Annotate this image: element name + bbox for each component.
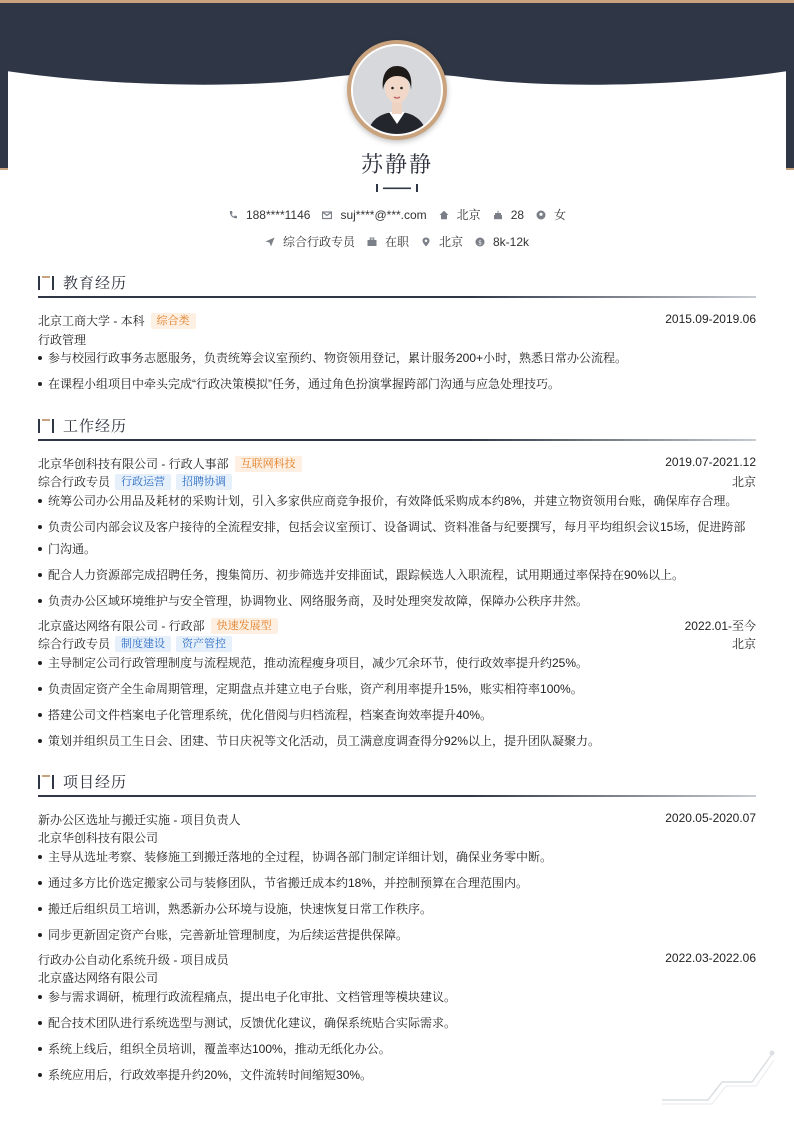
section-divider	[38, 296, 756, 298]
svg-text:$: $	[478, 238, 482, 246]
home-icon	[439, 210, 449, 220]
briefcase-icon	[367, 237, 377, 247]
projects-section-title	[38, 771, 756, 797]
target-city-text: 北京	[438, 235, 463, 249]
skill-tag: 资产管控	[176, 636, 232, 652]
send-icon	[265, 237, 275, 247]
list-item-continuation-text: 门沟通。	[48, 542, 97, 556]
project-org: 北京盛达网络有限公司	[38, 971, 159, 985]
email-item	[322, 208, 426, 222]
phone-icon	[228, 210, 238, 220]
list-item: 同步更新固定资产台账，完善新址管理制度，为后续运营提供保障。	[38, 924, 756, 946]
project-org: 北京华创科技有限公司	[38, 831, 159, 845]
location-icon	[421, 237, 431, 247]
salary-text: 8k-12k	[493, 234, 530, 249]
list-item: 配合人力资源部完成招聘任务，搜集简历、初步筛选并安排面试，跟踪候选人入职流程，试用期通过率保持在90%以上。	[38, 564, 756, 586]
skill-tag: 制度建设	[115, 636, 171, 652]
project-name: 行政办公自动化系统升级 - 项目成员	[38, 953, 229, 967]
project-date: 2022.03-2022.06	[665, 951, 756, 965]
target-city-item	[421, 233, 463, 250]
gender-text: 女	[554, 208, 567, 222]
cake-icon	[493, 210, 503, 220]
section-mark-icon	[38, 419, 54, 433]
job-role: 综合行政专员	[38, 475, 111, 489]
city-item	[439, 206, 481, 223]
list-item: 参与校园行政事务志愿服务，负责统筹会议室预约、物资领用登记，累计服务200+小时，熟悉日常办公流程。	[38, 347, 756, 369]
job-intent-row	[0, 233, 794, 250]
candidate-name: 苏静静	[360, 153, 433, 178]
status-item	[367, 233, 409, 250]
age-item	[493, 208, 524, 222]
list-item: 主导制定公司行政管理制度与流程规范，推动流程瘦身项目，减少冗余环节，使行政效率提升约25%。	[38, 652, 756, 674]
mail-icon	[322, 210, 332, 220]
list-item: 系统应用后，行政效率提升约20%，文件流转时间缩短30%。	[38, 1064, 756, 1086]
list-item: 参与需求调研，梳理行政流程痛点，提出电子化审批、文档管理等模块建议。	[38, 986, 756, 1008]
list-item: 负责固定资产全生命周期管理，定期盘点并建立电子台账，资产利用率提升15%，账实相符率100%。	[38, 678, 756, 700]
list-item: 负责办公区域环境维护与安全管理，协调物业、网络服务商，及时处理突发故障，保障办公秩序井然。	[38, 590, 756, 612]
project-org-row	[38, 969, 756, 987]
section-mark-icon	[38, 775, 54, 789]
age-text: 28	[510, 207, 525, 222]
list-item: 搭建公司文件档案电子化管理系统，优化借阅与归档流程，档案查询效率提升40%。	[38, 704, 756, 726]
work-title: 工作经历	[63, 417, 128, 435]
list-item: 主导从选址考察、装修施工到搬迁落地的全过程，协调各部门制定详细计划，确保业务零中断。	[38, 846, 756, 868]
status-text: 在职	[384, 235, 409, 249]
job-location: 北京	[731, 475, 756, 489]
job-role: 综合行政专员	[38, 637, 111, 651]
projects-title: 项目经历	[63, 773, 128, 791]
job-role-row	[38, 635, 756, 653]
money-icon	[475, 237, 485, 247]
target-role-item	[265, 233, 355, 250]
avatar	[347, 40, 447, 140]
school-name: 北京工商大学 - 本科	[38, 314, 145, 328]
school-tag: 综合类	[151, 313, 196, 329]
list-item: 负责公司内部会议及客户接待的全流程安排，包括会议室预订、设备调试、资料准备与纪要撰写，每月平均组织会议15场，促进跨部	[38, 516, 756, 538]
major-text: 行政管理	[38, 333, 87, 347]
job-location: 北京	[731, 637, 756, 651]
email-text: suj****@***.com	[340, 207, 427, 222]
portrait-photo	[353, 46, 441, 134]
phone-text: 188****1146	[245, 207, 311, 222]
company-tag: 快速发展型	[211, 618, 278, 634]
job-head	[38, 455, 756, 473]
skill-tag: 行政运营	[115, 474, 171, 490]
project-date: 2020.05-2020.07	[665, 811, 756, 825]
job-role-row	[38, 473, 756, 491]
list-item: 在课程小组项目中牵头完成“行政决策模拟”任务，通过角色扮演掌握跨部门沟通与应急处理技巧。	[38, 373, 756, 395]
list-item: 策划并组织员工生日会、团建、节日庆祝等文化活动，员工满意度调查得分92%以上，提升团队凝聚力。	[38, 730, 756, 752]
section-divider	[38, 439, 756, 441]
project-head	[38, 951, 756, 969]
education-section-title	[38, 272, 756, 298]
name-divider-deco	[374, 183, 420, 193]
project-head	[38, 811, 756, 829]
list-item-continuation	[38, 538, 756, 560]
job-head	[38, 617, 756, 635]
work-section-title	[38, 415, 756, 441]
education-date: 2015.09-2019.06	[665, 312, 756, 326]
company-tag: 互联网科技	[235, 456, 302, 472]
phone-item	[228, 208, 311, 222]
section-mark-icon	[38, 276, 54, 290]
list-item: 搬迁后组织员工培训，熟悉新办公环境与设施，快速恢复日常工作秩序。	[38, 898, 756, 920]
project-name: 新办公区选址与搬迁实施 - 项目负责人	[38, 813, 241, 827]
list-item: 配合技术团队进行系统选型与测试，反馈优化建议，确保系统贴合实际需求。	[38, 1012, 756, 1034]
list-item: 通过多方比价选定搬家公司与装修团队，节省搬迁成本约18%，并控制预算在合理范围内。	[38, 872, 756, 894]
job-date: 2022.01-至今	[684, 619, 756, 633]
corner-line-deco	[660, 1048, 780, 1108]
company-name: 北京盛达网络有限公司 - 行政部	[38, 619, 205, 633]
section-divider	[38, 795, 756, 797]
gender-item	[536, 206, 566, 223]
education-title: 教育经历	[63, 274, 128, 292]
list-item: 系统上线后，组织全员培训，覆盖率达100%，推动无纸化办公。	[38, 1038, 756, 1060]
skill-tag: 招聘协调	[176, 474, 232, 490]
list-item: 统筹公司办公用品及耗材的采购计划，引入多家供应商竞争报价，有效降低采购成本约8%，并建立物资领用台账，确保库存合理。	[38, 490, 756, 512]
education-entry-head	[38, 312, 756, 330]
gender-icon	[536, 210, 546, 220]
city-text: 北京	[456, 208, 481, 222]
target-role-text: 综合行政专员	[282, 235, 355, 249]
salary-item	[475, 235, 529, 249]
project-org-row	[38, 829, 756, 847]
contact-info-row	[0, 206, 794, 223]
company-name: 北京华创科技有限公司 - 行政人事部	[38, 457, 229, 471]
job-date: 2019.07-2021.12	[665, 455, 756, 469]
